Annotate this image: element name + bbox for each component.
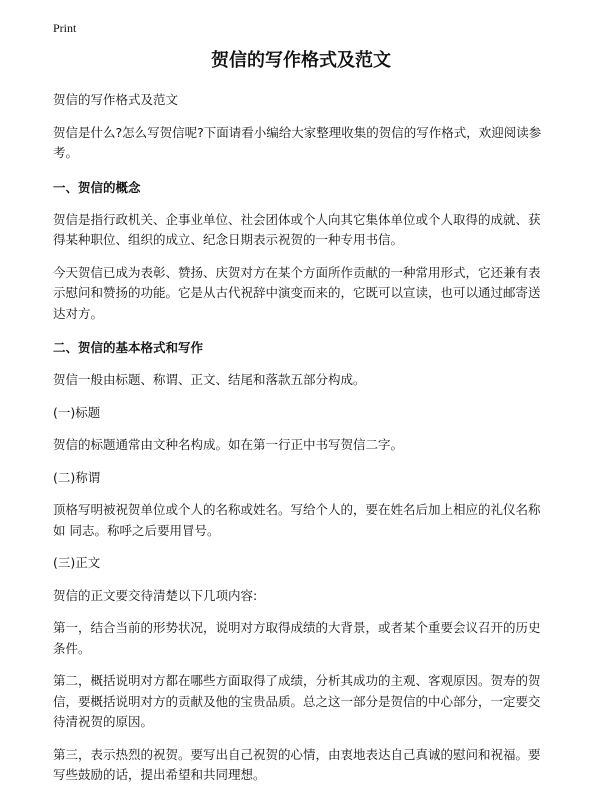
paragraph: 顶格写明被祝贺单位或个人的名称或姓名。写给个人的，要在姓名后加上相应的礼仪名称如 同志。称呼之后要用冒号。 xyxy=(53,502,541,538)
print-link[interactable]: Print xyxy=(53,21,77,35)
section-heading-format: 二、贺信的基本格式和写作 xyxy=(53,340,204,355)
paragraph: 第三，表示热烈的祝贺。要写出自己祝贺的心情，由衷地表达自己真诚的慰问和祝福。要写些鼓励的话，提出希望和共同理想。 xyxy=(53,746,541,782)
paragraph: 第一，结合当前的形势状况，说明对方取得成绩的大背景，或者某个重要会议召开的历史条件。 xyxy=(53,620,541,656)
paragraph: 贺信的正文要交待清楚以下几项内容: xyxy=(53,587,258,603)
document-subtitle: 贺信的写作格式及范文 xyxy=(53,92,179,107)
document-body xyxy=(53,50,549,786)
subheading-body: (三)正文 xyxy=(53,555,101,570)
page-title: 贺信的写作格式及范文 xyxy=(211,50,391,71)
paragraph: 今天贺信已成为表彰、赞扬、庆贺对方在某个方面所作贡献的一种常用形式，它还兼有表示慰问和赞扬的功能。它是从古代祝辞中演变而来的，它既可以宣读，也可以通过邮寄送达对方。 xyxy=(53,264,541,321)
section-heading-concept: 一、贺信的概念 xyxy=(53,179,141,195)
intro-paragraph: 贺信是什么?怎么写贺信呢?下面请看小编给大家整理收集的贺信的写作格式，欢迎阅读参考。 xyxy=(53,124,542,160)
paragraph: 贺信的标题通常由文种名构成。如在第一行正中书写贺信二字。 xyxy=(53,437,404,452)
subheading-salutation: (二)称谓 xyxy=(53,469,101,485)
paragraph: 第二，概括说明对方都在哪些方面取得了成绩，分析其成功的主观、客观原因。贺寿的贺信，要概括说明对方的贡献及他的宝贵品质。总之这一部分是贺信的中心部分，一定要交待清祝贺的原因。 xyxy=(53,673,541,729)
paragraph: 贺信是指行政机关、企事业单位、社会团体或个人向其它集体单位或个人取得的成就、获得某种职位、组织的成立、纪念日期表示祝贺的一种专用书信。 xyxy=(53,211,541,247)
paragraph: 贺信一般由标题、称谓、正文、结尾和落款五部分构成。 xyxy=(53,372,366,387)
subheading-title: (一)标题 xyxy=(53,404,101,420)
